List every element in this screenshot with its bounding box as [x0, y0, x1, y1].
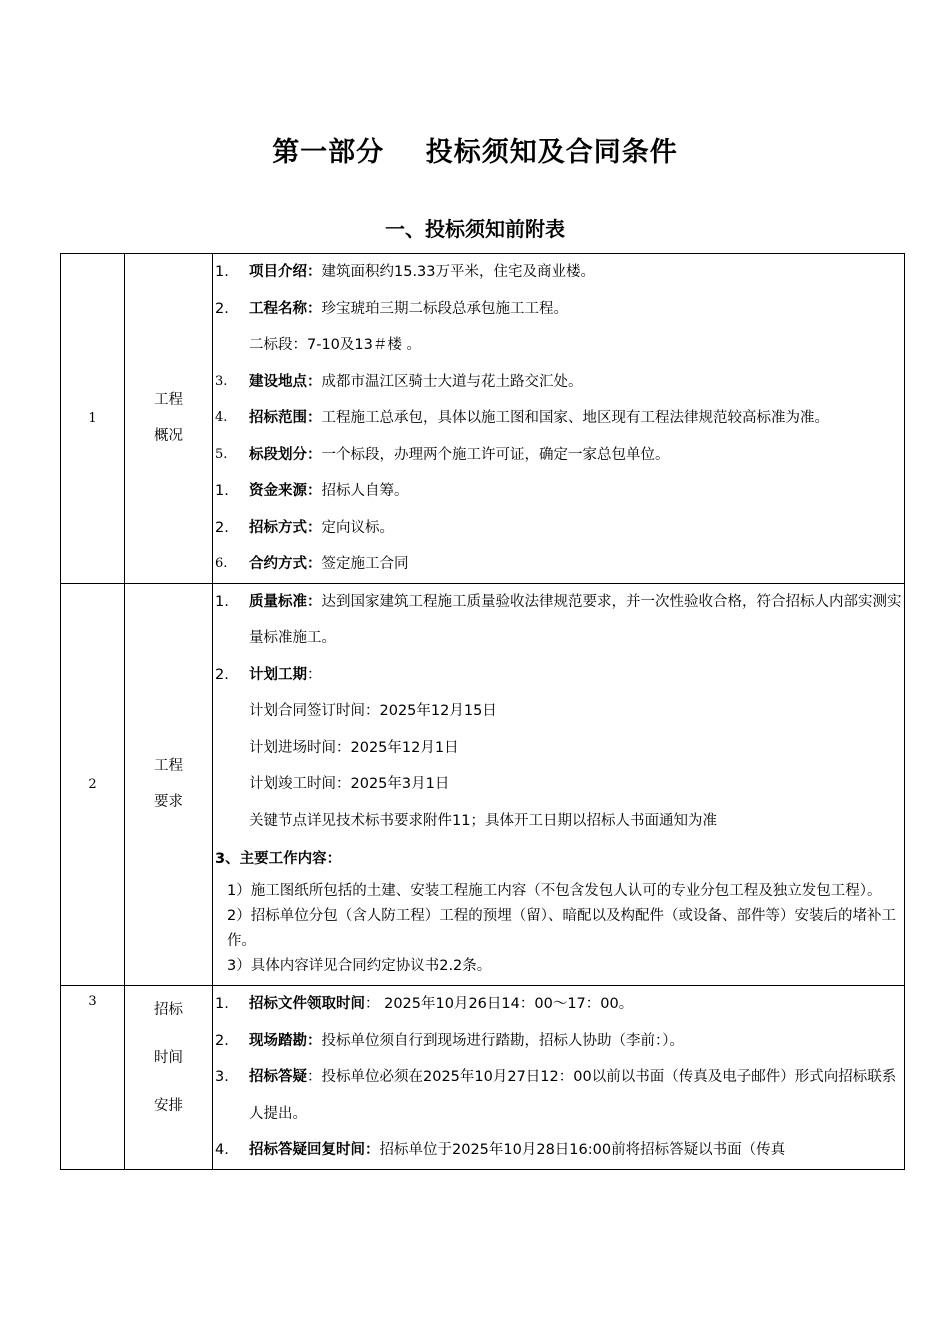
row-category [125, 986, 213, 1170]
list-item [213, 473, 904, 510]
item-label: 质量标准： [249, 593, 322, 610]
list-item [213, 546, 904, 583]
row-category [125, 254, 213, 584]
list-item [213, 364, 904, 401]
item-number: 1. [215, 483, 229, 499]
list-item [213, 1132, 904, 1169]
item-number [213, 327, 249, 364]
list-item [213, 254, 904, 291]
category-line: 概况 [154, 428, 183, 445]
row-number: 1 [61, 254, 125, 584]
schedule-line: 计划进场时间：2025年12月1日 [249, 739, 459, 756]
item-label: 资金来源： [249, 483, 322, 499]
schedule-line: 计划合同签订时间：2025年12月15日 [249, 703, 497, 719]
item-text: 工程施工总承包，具体以施工图和国家、地区现有工程法律规范较高标准为准。 [321, 410, 829, 426]
category-line: 时间 [154, 1050, 183, 1066]
item-text: 成都市温江区骑士大道与花土路交汇处。 [321, 373, 583, 390]
item-label: 招标答疑 [249, 1069, 307, 1085]
category-line: 要求 [154, 794, 183, 811]
item-number: 3. [215, 1069, 229, 1085]
item-label: 标段划分： [249, 446, 322, 463]
category-line: 工程 [154, 758, 183, 775]
list-item [213, 1023, 904, 1060]
item-label: 建设地点： [249, 373, 322, 390]
item-text: 招标人自筹。 [321, 483, 409, 499]
list-item [213, 437, 904, 474]
row-content [213, 986, 905, 1170]
table-row [61, 254, 905, 584]
table-row [61, 583, 905, 986]
item-label: 招标答疑回复时间： [249, 1142, 380, 1158]
item-label: 现场踏勘： [249, 1032, 322, 1049]
schedule-line: 关键节点详见技术标书要求附件11；具体开工日期以招标人书面通知为准 [249, 812, 717, 829]
item-label: 计划工期 [249, 666, 307, 683]
category-line: 招标 [154, 1002, 183, 1018]
category-line: 安排 [154, 1098, 183, 1114]
work-heading: 3、主要工作内容： [215, 851, 342, 867]
item-label: 招标方式： [249, 519, 322, 536]
row-number: 2 [61, 583, 125, 986]
list-item [213, 986, 904, 1023]
item-text: ：投标单位必须在2025年10月27日12：00以前以书面（传真及电子邮件）形式向招标联系人提出。 [249, 1069, 897, 1122]
item-text: 建筑面积约15.33万平米，住宅及商业楼。 [321, 264, 596, 280]
item-text: ： 2025年10月26日14：00～17：00。 [365, 996, 634, 1012]
row-content [213, 583, 905, 986]
row-number: 3 [61, 986, 125, 1170]
list-item [213, 291, 904, 328]
list-item [213, 1059, 904, 1132]
item-label: 合约方式： [249, 556, 322, 572]
item-number: 2. [215, 519, 229, 536]
item-number: 5. [215, 446, 228, 462]
bid-notice-table [60, 253, 905, 1170]
item-text: 一个标段，办理两个施工许可证，确定一家总包单位。 [321, 446, 670, 463]
item-text: 签定施工合同 [321, 556, 409, 572]
item-text: 投标单位须自行到现场进行踏勘，招标人协助（李前：）。 [321, 1032, 684, 1049]
item-label: 工程名称： [249, 300, 322, 317]
item-text: 招标单位于2025年10月28日16:00前将招标答疑以书面（传真 [379, 1142, 786, 1158]
schedule-line: 计划竣工时间：2025年3月1日 [249, 776, 450, 792]
list-item [213, 584, 904, 657]
list-item [213, 327, 904, 364]
item-number: 2. [215, 300, 229, 317]
item-label: 招标文件领取时间 [249, 996, 365, 1012]
item-number: 1. [215, 996, 229, 1012]
item-number: 1. [215, 593, 229, 610]
list-item [213, 510, 904, 547]
item-text: 二标段：7-10及13＃楼 。 [249, 337, 421, 353]
item-text: 定向议标。 [321, 519, 394, 536]
item-number: 4. [215, 410, 228, 425]
section-title: 一、投标须知前附表 [385, 217, 565, 241]
list-item [213, 657, 904, 694]
item-text: 珍宝琥珀三期二标段总承包施工工程。 [321, 300, 568, 317]
item-number: 2. [215, 1032, 229, 1049]
item-number: 2. [215, 666, 229, 683]
item-text: 达到国家建筑工程施工质量验收法律规范要求，并一次性验收合格，符合招标人内部实测实量标准施工。 [249, 593, 902, 646]
row-content [213, 254, 905, 584]
item-number: 1. [215, 264, 229, 280]
item-number: 4. [215, 1142, 229, 1158]
list-item [213, 400, 904, 437]
table-row [61, 986, 905, 1170]
category-line: 工程 [154, 392, 183, 409]
item-text: ： [307, 666, 322, 683]
item-number: 3. [215, 373, 228, 389]
work-item: 2）招标单位分包（含人防工程）工程的预埋（留）、暗配以及构配件（或设备、部件等）安装后的堵补工作。 [227, 908, 896, 949]
item-number: 6. [215, 556, 228, 571]
item-label: 招标范围： [249, 410, 322, 426]
page-title: 第一部分 投标须知及合同条件 [272, 137, 678, 168]
work-item: 1）施工图纸所包括的土建、安装工程施工内容（不包含发包人认可的专业分包工程及独立发包工程）。 [227, 883, 882, 899]
item-label: 项目介绍： [249, 264, 322, 280]
work-item: 3）具体内容详见合同约定协议书2.2条。 [227, 958, 492, 974]
row-category [125, 583, 213, 986]
